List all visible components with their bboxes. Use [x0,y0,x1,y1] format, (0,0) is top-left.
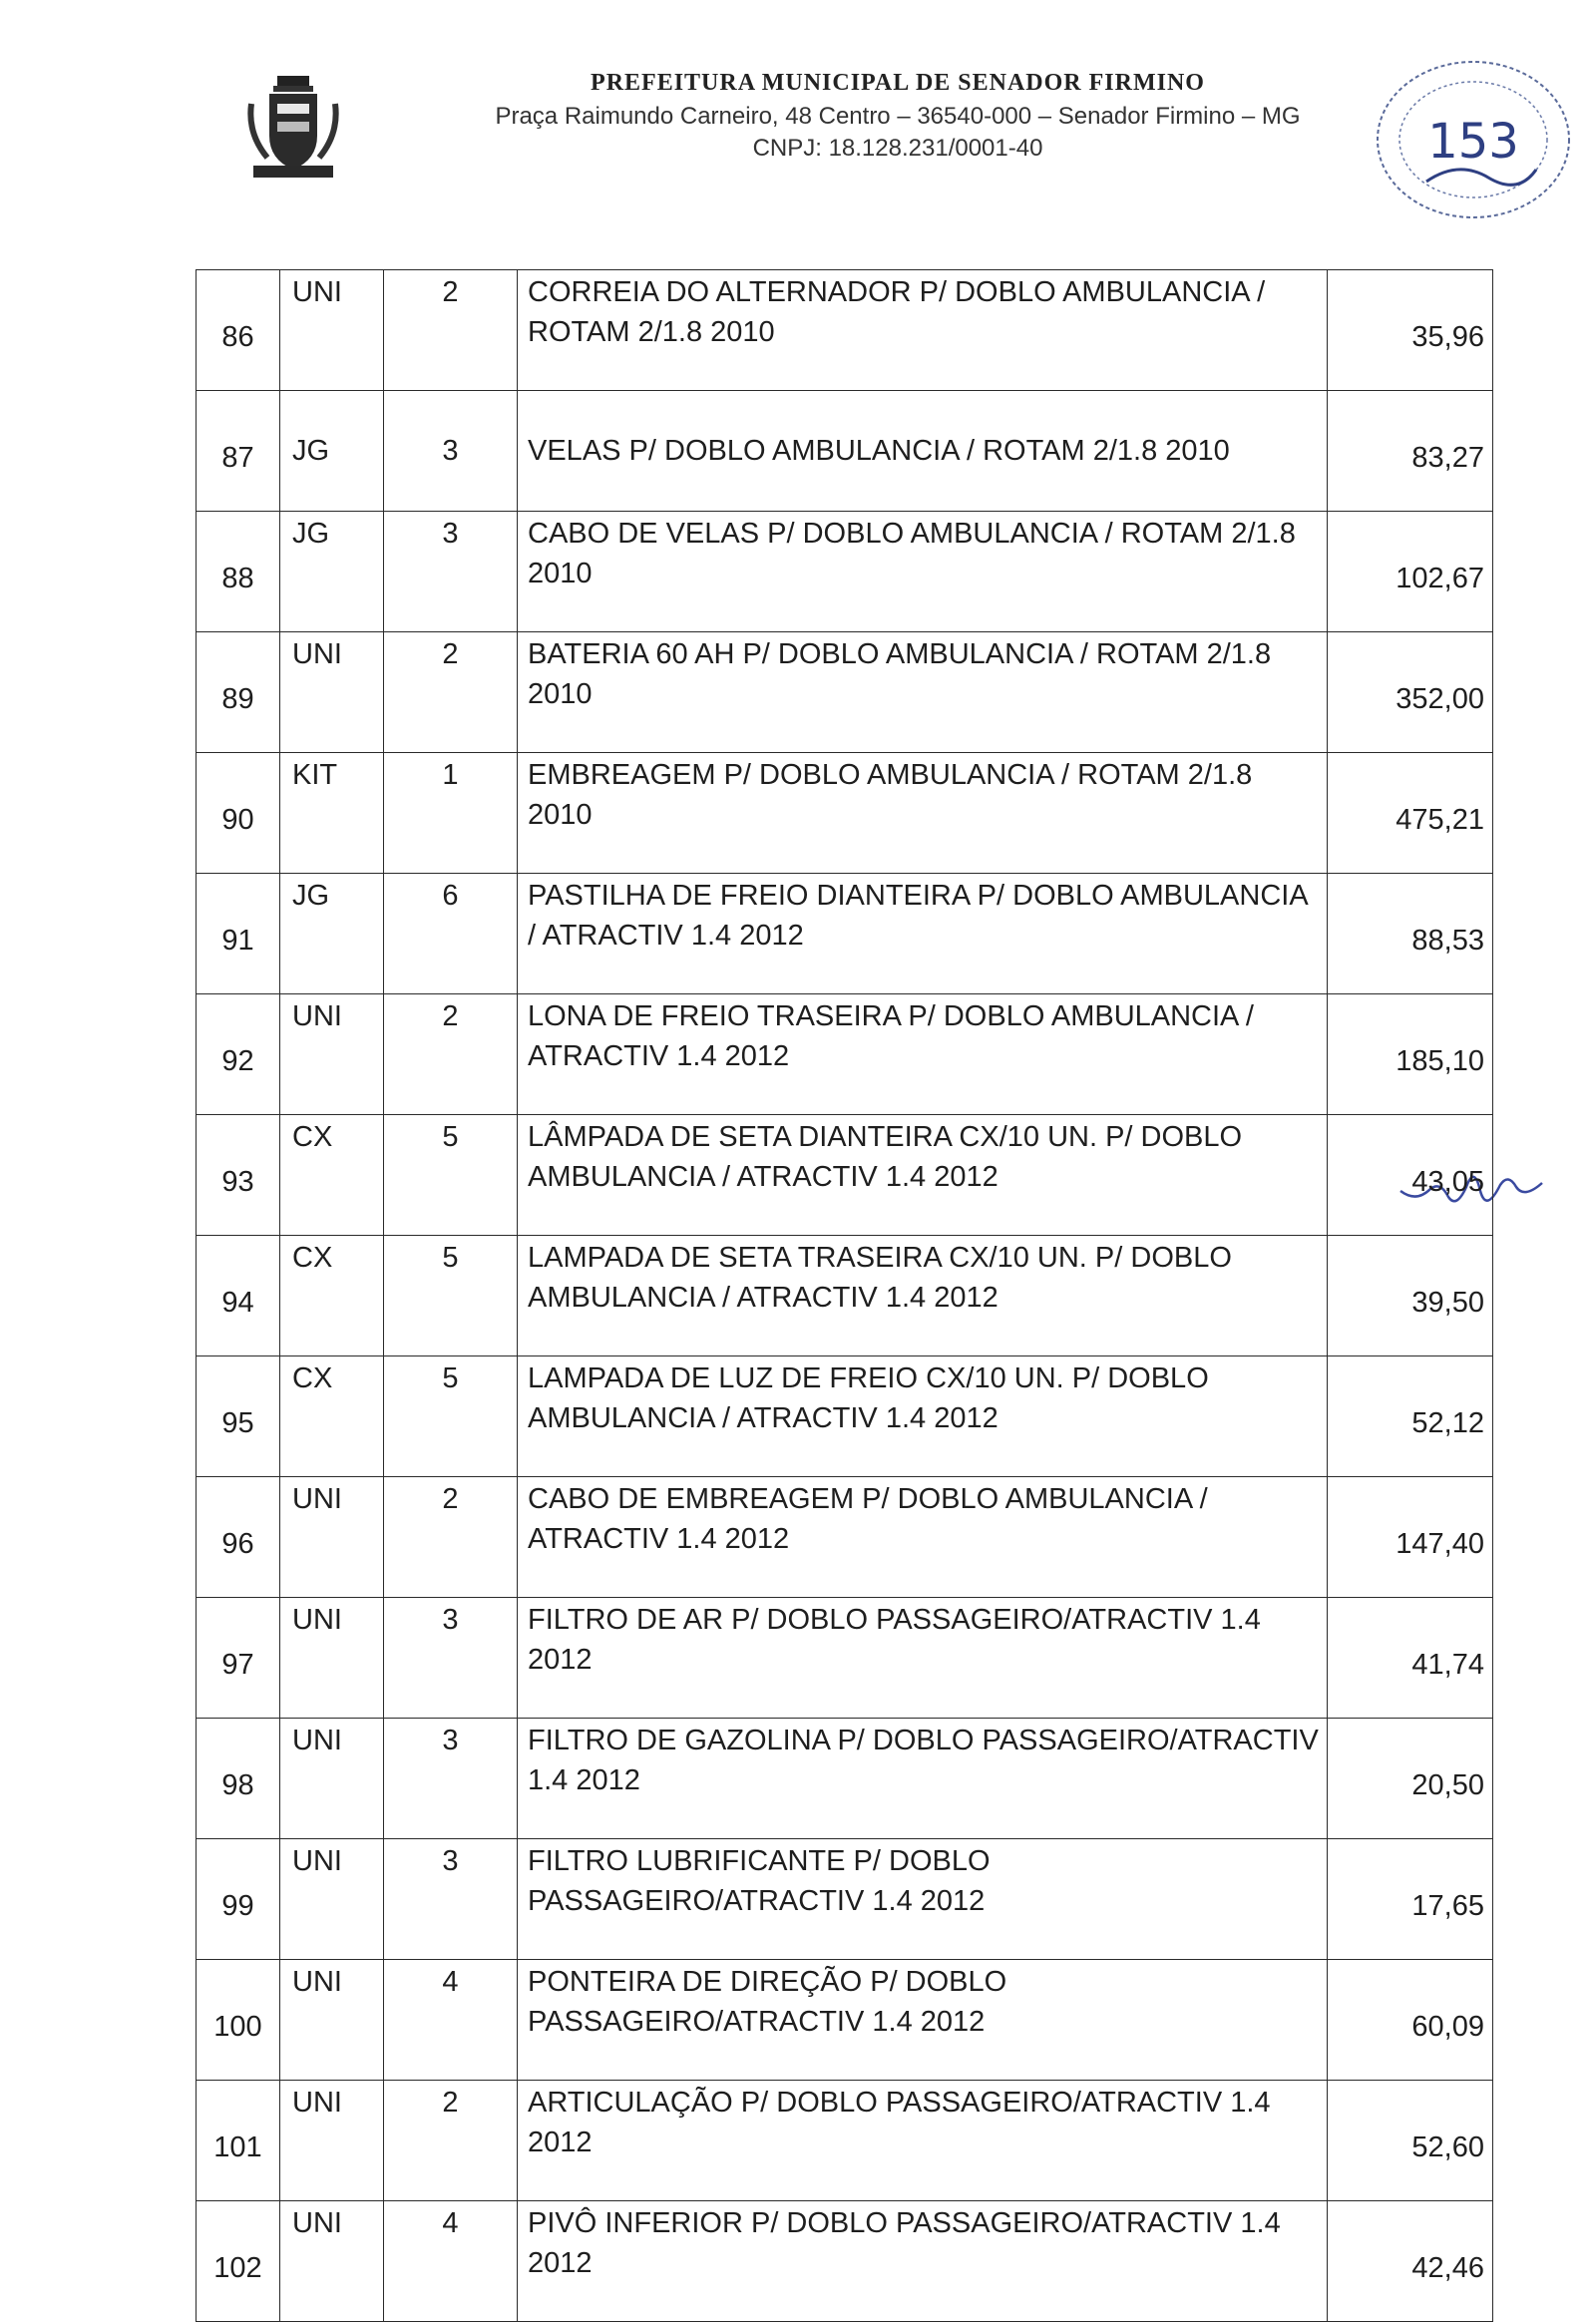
quantity-cell: 5 [384,1356,518,1477]
table-row [197,2201,1493,2322]
address-line: Praça Raimundo Carneiro, 48 Centro – 36540-000 – Senador Firmino – MG [495,103,1301,130]
value-cell: 39,50 [1328,1236,1493,1356]
table-row [197,753,1493,874]
value-cell: 17,65 [1328,1839,1493,1960]
description-cell: CORREIA DO ALTERNADOR P/ DOBLO AMBULANCIA / ROTAM 2/1.8 2010 [518,270,1328,391]
quantity-cell: 2 [384,270,518,391]
description-cell: ARTICULAÇÃO P/ DOBLO PASSAGEIRO/ATRACTIV 1.4 2012 [518,2081,1328,2201]
description-cell: PIVÔ INFERIOR P/ DOBLO PASSAGEIRO/ATRACTIV 1.4 2012 [518,2201,1328,2322]
unit-cell: UNI [280,1839,384,1960]
table-row [197,874,1493,994]
unit-cell: KIT [280,753,384,874]
unit-cell: CX [280,1356,384,1477]
items-table [196,269,1493,2322]
value-cell: 60,09 [1328,1960,1493,2081]
quantity-cell: 2 [384,632,518,753]
unit-cell: UNI [280,2081,384,2201]
unit-cell: CX [280,1236,384,1356]
quantity-cell: 2 [384,2081,518,2201]
description-cell: PONTEIRA DE DIREÇÃO P/ DOBLO PASSAGEIRO/ATRACTIV 1.4 2012 [518,1960,1328,2081]
item-number-cell: 86 [197,270,280,391]
table-row [197,1719,1493,1839]
item-number-cell: 92 [197,994,280,1115]
value-cell: 43,05 [1328,1115,1493,1236]
table-row [197,1115,1493,1236]
item-number-cell: 97 [197,1598,280,1719]
unit-cell: UNI [280,632,384,753]
quantity-cell: 3 [384,1598,518,1719]
quantity-cell: 1 [384,753,518,874]
table-row [197,391,1493,512]
unit-cell: UNI [280,2201,384,2322]
quantity-cell: 2 [384,1477,518,1598]
description-cell: FILTRO LUBRIFICANTE P/ DOBLO PASSAGEIRO/ATRACTIV 1.4 2012 [518,1839,1328,1960]
item-number-cell: 89 [197,632,280,753]
table-row [197,270,1493,391]
unit-cell: JG [280,512,384,632]
unit-cell: UNI [280,270,384,391]
value-cell: 42,46 [1328,2201,1493,2322]
quantity-cell: 3 [384,1839,518,1960]
description-cell: LAMPADA DE LUZ DE FREIO CX/10 UN. P/ DOBLO AMBULANCIA / ATRACTIV 1.4 2012 [518,1356,1328,1477]
item-number-cell: 87 [197,391,280,512]
quantity-cell: 5 [384,1115,518,1236]
description-cell: LÂMPADA DE SETA DIANTEIRA CX/10 UN. P/ DOBLO AMBULANCIA / ATRACTIV 1.4 2012 [518,1115,1328,1236]
stamp-page-number: 153 [1427,114,1519,170]
value-cell: 475,21 [1328,753,1493,874]
description-cell: VELAS P/ DOBLO AMBULANCIA / ROTAM 2/1.8 2010 [518,391,1328,512]
value-cell: 52,12 [1328,1356,1493,1477]
municipal-crest-icon [247,74,339,182]
quantity-cell: 3 [384,1719,518,1839]
description-cell: FILTRO DE AR P/ DOBLO PASSAGEIRO/ATRACTIV 1.4 2012 [518,1598,1328,1719]
table-row [197,2081,1493,2201]
quantity-cell: 3 [384,512,518,632]
unit-cell: UNI [280,994,384,1115]
quantity-cell: 5 [384,1236,518,1356]
value-cell: 147,40 [1328,1477,1493,1598]
quantity-cell: 4 [384,1960,518,2081]
item-number-cell: 99 [197,1839,280,1960]
description-cell: CABO DE EMBREAGEM P/ DOBLO AMBULANCIA / ATRACTIV 1.4 2012 [518,1477,1328,1598]
item-number-cell: 101 [197,2081,280,2201]
item-number-cell: 102 [197,2201,280,2322]
unit-cell: UNI [280,1719,384,1839]
table-row [197,994,1493,1115]
item-number-cell: 91 [197,874,280,994]
description-cell: BATERIA 60 AH P/ DOBLO AMBULANCIA / ROTAM 2/1.8 2010 [518,632,1328,753]
description-cell: LAMPADA DE SETA TRASEIRA CX/10 UN. P/ DOBLO AMBULANCIA / ATRACTIV 1.4 2012 [518,1236,1328,1356]
description-cell: CABO DE VELAS P/ DOBLO AMBULANCIA / ROTAM 2/1.8 2010 [518,512,1328,632]
unit-cell: CX [280,1115,384,1236]
description-cell: FILTRO DE GAZOLINA P/ DOBLO PASSAGEIRO/ATRACTIV 1.4 2012 [518,1719,1328,1839]
letterhead [0,0,1596,199]
commission-stamp [1369,50,1578,229]
value-cell: 83,27 [1328,391,1493,512]
item-number-cell: 100 [197,1960,280,2081]
item-number-cell: 94 [197,1236,280,1356]
table-row [197,512,1493,632]
quantity-cell: 2 [384,994,518,1115]
unit-cell: JG [280,874,384,994]
value-cell: 88,53 [1328,874,1493,994]
unit-cell: JG [280,391,384,512]
table-row [197,1477,1493,1598]
item-number-cell: 90 [197,753,280,874]
table-row [197,1960,1493,2081]
quantity-cell: 3 [384,391,518,512]
cnpj-line: CNPJ: 18.128.231/0001-40 [752,135,1043,162]
value-cell: 52,60 [1328,2081,1493,2201]
value-cell: 20,50 [1328,1719,1493,1839]
unit-cell: UNI [280,1477,384,1598]
table-row [197,1356,1493,1477]
value-cell: 35,96 [1328,270,1493,391]
page-title: PREFEITURA MUNICIPAL DE SENADOR FIRMINO [591,70,1205,96]
item-number-cell: 95 [197,1356,280,1477]
item-number-cell: 88 [197,512,280,632]
quantity-cell: 6 [384,874,518,994]
item-number-cell: 98 [197,1719,280,1839]
value-cell: 185,10 [1328,994,1493,1115]
value-cell: 352,00 [1328,632,1493,753]
unit-cell: UNI [280,1598,384,1719]
item-number-cell: 93 [197,1115,280,1236]
table-row [197,1236,1493,1356]
table-row [197,1598,1493,1719]
description-cell: LONA DE FREIO TRASEIRA P/ DOBLO AMBULANCIA / ATRACTIV 1.4 2012 [518,994,1328,1115]
table-row [197,632,1493,753]
item-number-cell: 96 [197,1477,280,1598]
value-cell: 41,74 [1328,1598,1493,1719]
value-cell: 102,67 [1328,512,1493,632]
quantity-cell: 4 [384,2201,518,2322]
unit-cell: UNI [280,1960,384,2081]
table-row [197,1839,1493,1960]
description-cell: EMBREAGEM P/ DOBLO AMBULANCIA / ROTAM 2/1.8 2010 [518,753,1328,874]
description-cell: PASTILHA DE FREIO DIANTEIRA P/ DOBLO AMBULANCIA / ATRACTIV 1.4 2012 [518,874,1328,994]
